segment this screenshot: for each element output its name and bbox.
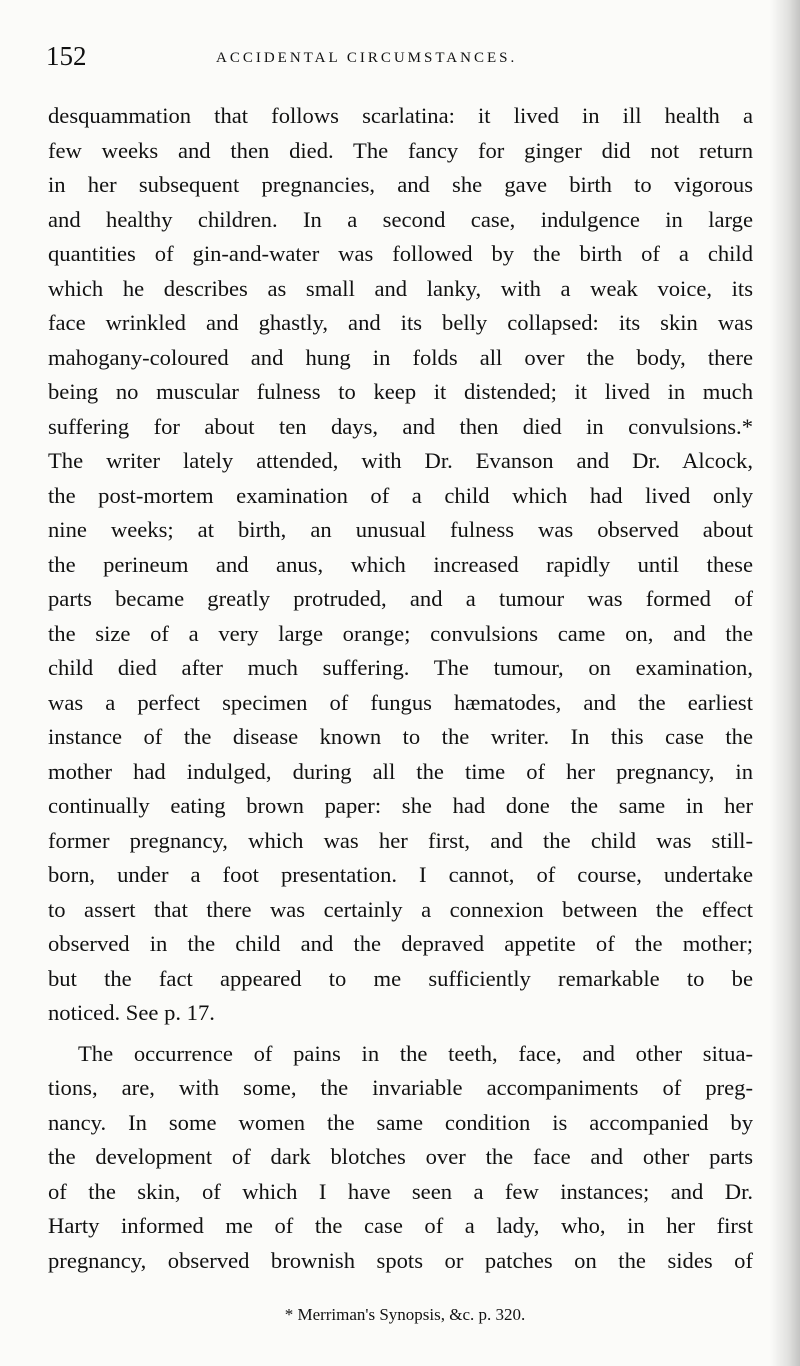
text-line: being no muscular fulness to keep it distended; it lived in much [48,379,753,404]
page-number: 152 [46,41,87,71]
text-line: suffering for about ten days, and then died in convulsions.* [48,413,753,439]
text-line: and healthy children. In a second case, indulgence in large [48,206,753,232]
text-line: mahogany-coloured and hung in folds all over the body, there [48,344,753,370]
text-line: instance of the disease known to the writer. In this case the [48,724,753,749]
text-line: The writer lately attended, with Dr. Evanson and Dr. Alcock, [48,448,753,473]
text-line: nancy. In some women the same condition is accompanied by [48,1109,753,1135]
text-line: the perineum and anus, which increased rapidly until these [48,551,753,577]
paragraph-1 [48,99,753,1031]
text-line: face wrinkled and ghastly, and its belly collapsed: its skin was [48,310,753,335]
text-line: child died after much suffering. The tumour, on examination, [48,655,753,680]
text-line: the development of dark blotches over the face and other parts [48,1144,753,1169]
text-line: noticed. See p. 17. [48,1000,215,1025]
text-line: born, under a foot presentation. I cannot, of course, undertake [48,862,753,887]
binding-shadow [770,0,800,1366]
text-line: but the fact appeared to me sufficiently remarkable to be [48,965,753,991]
text-line: nine weeks; at birth, an unusual fulness was observed about [48,517,753,542]
text-line: desquammation that follows scarlatina: it lived in ill health a [48,103,753,128]
text-line: pregnancy, observed brownish spots or patches on the sides of [48,1247,753,1273]
text-line: in her subsequent pregnancies, and she gave birth to vigorous [48,172,753,197]
text-line: parts became greatly protruded, and a tumour was formed of [48,586,753,611]
running-title: ACCIDENTAL CIRCUMSTANCES. [216,50,518,66]
text-line: quantities of gin-and-water was followed by the birth of a child [48,241,753,266]
text-line: observed in the child and the depraved appetite of the mother; [48,931,753,956]
text-line: The occurrence of pains in the teeth, face, and other situa- [78,1040,753,1066]
paragraph-2 [48,1037,753,1279]
footnote: * Merriman's Synopsis, &c. p. 320. [284,1305,526,1324]
text-line: former pregnancy, which was her first, and the child was still- [48,827,753,853]
text-line: mother had indulged, during all the time of her pregnancy, in [48,758,753,784]
text-line: tions, are, with some, the invariable accompaniments of preg- [48,1075,753,1100]
running-head [46,38,756,74]
text-line: the post-mortem examination of a child which had lived only [48,482,753,508]
body-text [48,99,753,1278]
text-line: was a perfect specimen of fungus hæmatodes, and the earliest [48,689,753,715]
text-line: few weeks and then died. The fancy for ginger did not return [48,137,753,163]
text-line: which he describes as small and lanky, with a weak voice, its [48,275,753,301]
text-line: of the skin, of which I have seen a few instances; and Dr. [48,1178,753,1204]
text-line: continually eating brown paper: she had done the same in her [48,793,753,818]
text-line: to assert that there was certainly a connexion between the effect [48,896,753,922]
text-line: the size of a very large orange; convulsions came on, and the [48,620,753,646]
text-line: Harty informed me of the case of a lady, who, in her first [48,1213,753,1238]
